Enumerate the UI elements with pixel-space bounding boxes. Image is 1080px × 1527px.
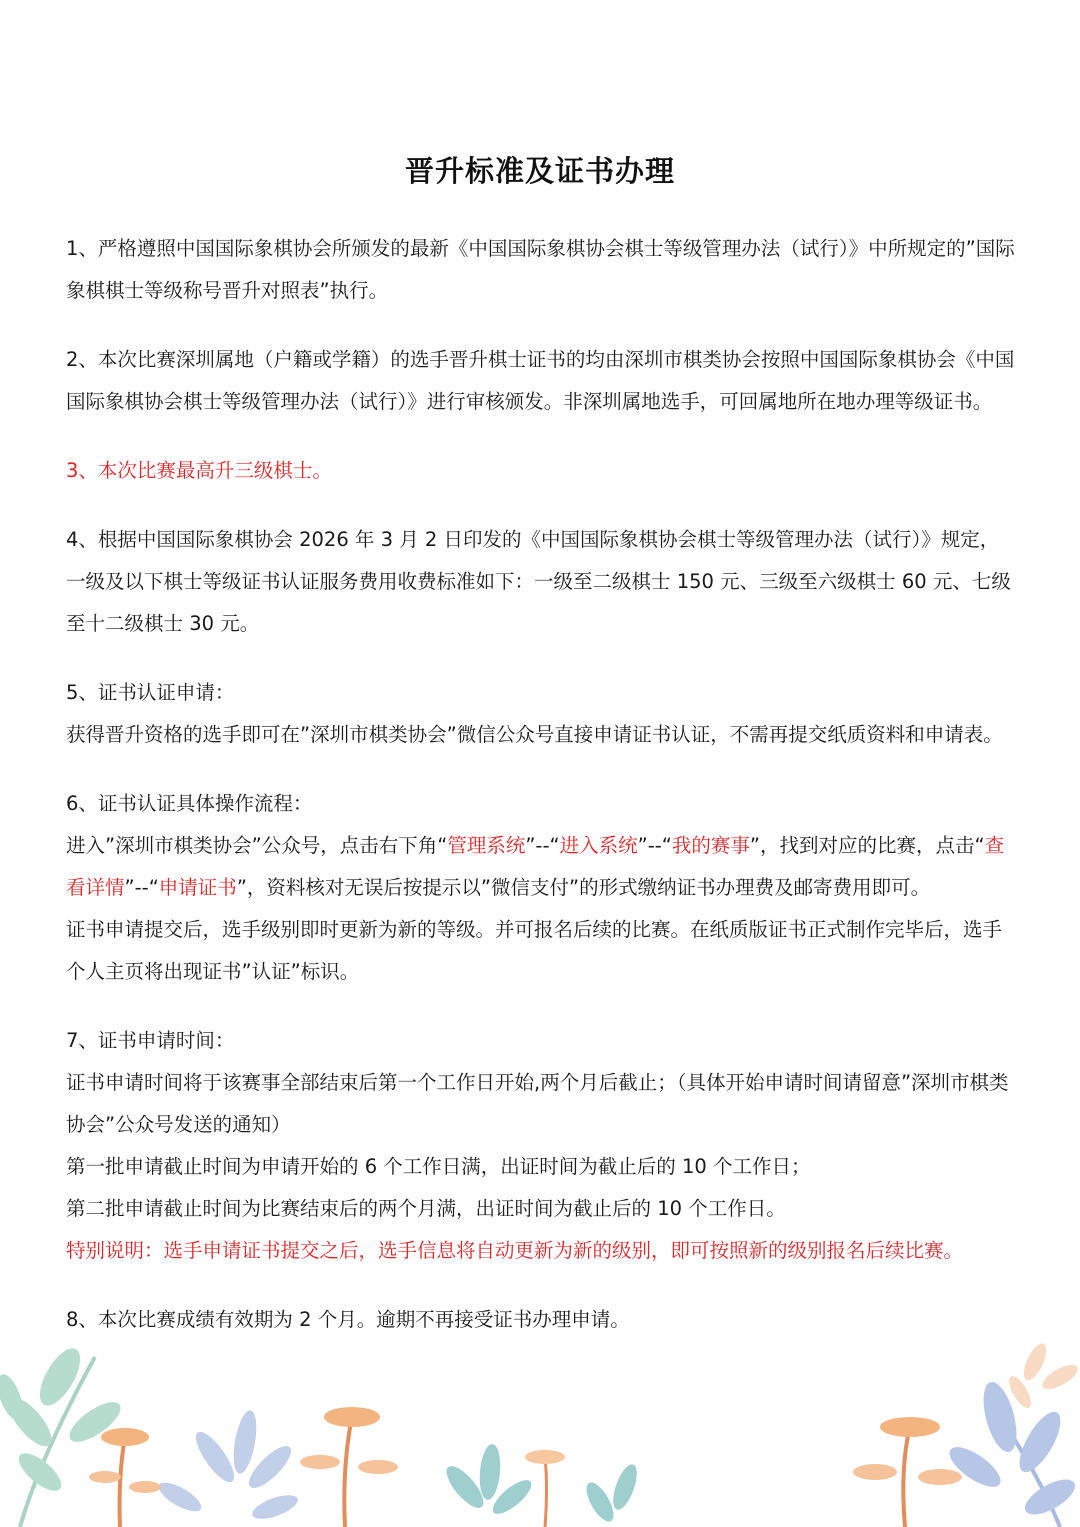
item-2-text: 2、本次比赛深圳属地（户籍或学籍）的选手晋升棋士证书的均由深圳市棋类协会按照中国国际象棋协会《中国国际象棋协会棋士等级管理办法（试行）》进行审核颁发。非深圳属地选手，可回属地所在地办理等级证书。 <box>66 348 1015 413</box>
item-6 <box>66 783 1018 993</box>
item-3-text: 3、本次比赛最高升三级棋士。 <box>66 459 332 482</box>
step-text-1: 进入”深圳市棋类协会”公众号，点击右下角“ <box>66 834 448 857</box>
item-6-heading: 6、证书认证具体操作流程： <box>66 792 313 815</box>
item-3 <box>66 450 1018 492</box>
item-7-batch-2: 第二批申请截止时间为比赛结束后的两个月满，出证时间为截止后的 10 个工作日。 <box>66 1197 786 1220</box>
peach-sprig-icon <box>1005 1340 1080 1411</box>
step-apply-certificate: 申请证书 <box>158 876 237 899</box>
right-leaf-branch-icon <box>944 1379 1080 1527</box>
document-body <box>66 228 1018 1368</box>
item-1 <box>66 228 1018 312</box>
item-5-body: 获得晋升资格的选手即可在”深圳市棋类协会”微信公众号直接申请证书认证，不需再提交纸质资料和申请表。 <box>66 723 1003 746</box>
step-enter-system: 进入系统 <box>559 834 638 857</box>
step-manage-system: 管理系统 <box>447 834 526 857</box>
page-title: 晋升标准及证书办理 <box>404 154 675 189</box>
item-6-after-submit: 证书申请提交后，选手级别即时更新为新的等级。并可报名后续的比赛。在纸质版证书正式制作完毕后，选手个人主页将出现证书”认证”标识。 <box>66 918 1003 983</box>
item-1-text: 1、严格遵照中国国际象棋协会所颁发的最新《中国国际象棋协会棋士等级管理办法（试行）》中所规定的”国际象棋棋士等级称号晋升对照表”执行。 <box>66 237 1015 302</box>
step-text-2: ”--“ <box>525 834 560 857</box>
item-7-period: 证书申请时间将于该赛事全部结束后第一个工作日开始,两个月后截止；（具体开始申请时间请留意”深圳市棋类协会”公众号发送的通知） <box>66 1071 1009 1136</box>
item-6-steps <box>66 825 1018 909</box>
step-text-5: ”--“ <box>124 876 159 899</box>
step-text-6: ”，资料核对无误后按提示以”微信支付”的形式缴纳证书办理费及邮寄费用即可。 <box>236 876 931 899</box>
item-7-special-note: 特别说明：选手申请证书提交之后，选手信息将自动更新为新的级别，即可按照新的级别报名后续比赛。 <box>66 1239 964 1262</box>
item-5 <box>66 672 1018 756</box>
blue-leaf-cluster-icon <box>155 1409 301 1524</box>
step-text-4: ”，找到对应的比赛，点击“ <box>749 834 985 857</box>
botanical-decoration-icon <box>0 1337 1080 1527</box>
item-7 <box>66 1020 1018 1272</box>
item-8-text: 8、本次比赛成绩有效期为 2 个月。逾期不再接受证书办理申请。 <box>66 1308 630 1331</box>
step-view-details: 查看详情 <box>66 834 1005 899</box>
item-2 <box>66 339 1018 423</box>
item-7-batch-1: 第一批申请截止时间为申请开始的 6 个工作日满，出证时间为截止后的 10 个工作日； <box>66 1155 811 1178</box>
step-my-events: 我的赛事 <box>671 834 750 857</box>
item-7-heading: 7、证书申请时间： <box>66 1029 235 1052</box>
item-8 <box>66 1299 1018 1341</box>
item-4 <box>66 519 1018 645</box>
item-4-text: 4、根据中国国际象棋协会 2026 年 3 月 2 日印发的《中国国际象棋协会棋士等级管理办法（试行）》规定，一级及以下棋士等级证书认证服务费用收费标准如下：一级至二级棋士 150 元、三级至六级棋士 60 元、七级至十二级棋士 30 元。 <box>66 528 1011 635</box>
step-text-3: ”--“ <box>637 834 672 857</box>
item-5-heading: 5、证书认证申请： <box>66 681 235 704</box>
